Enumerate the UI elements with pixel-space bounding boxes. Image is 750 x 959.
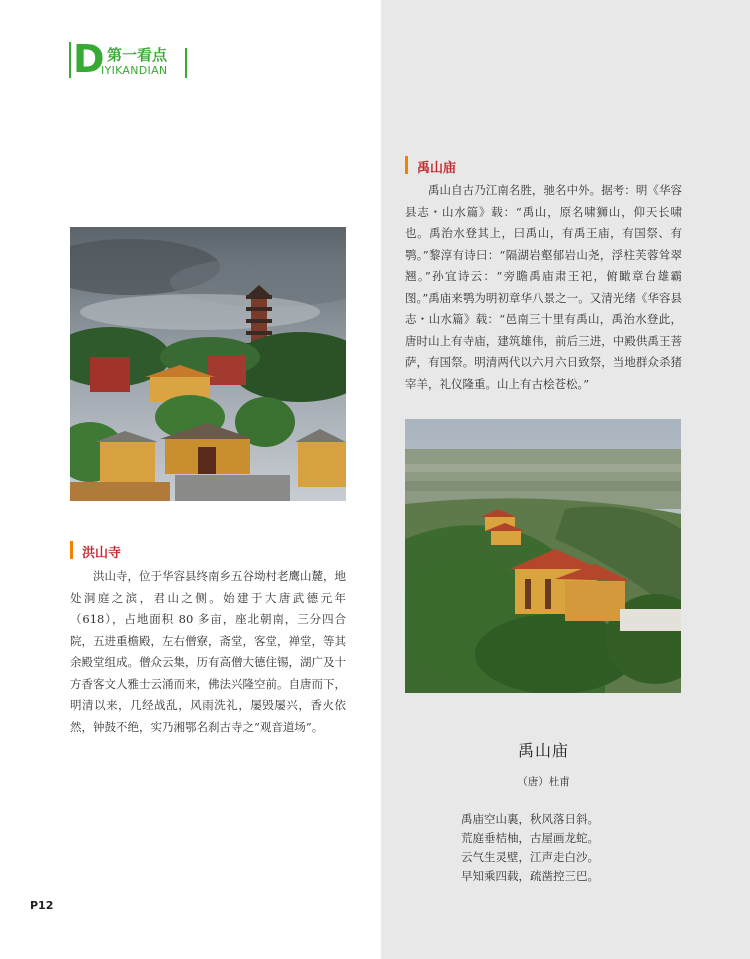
yushan-temple-aerial-photo — [405, 419, 681, 693]
poem-body — [461, 810, 599, 886]
poem-line: 早知乘四载，疏凿控三巴。 — [461, 869, 599, 883]
poem-line: 云气生灵壁，江声走白沙。 — [461, 850, 599, 864]
page-number: P12 — [30, 899, 54, 912]
hongshan-body-text: 洪山寺，位于华容县终南乡五谷坳村老鹰山麓，地处洞庭之滨，君山之侧。始建于大唐武德元年（618），占地面积 80 多亩，座北朝南，三分四合院，五进重檐殿，左右僧寮，斋堂，客堂，禅堂，等其余殿堂组成。僧众云集，历有高僧大德住锡，湖广及十方香客文人雅士云涌而来，佛法兴隆空前。自唐而下，明清以来，几经战乱，风雨洗礼，屡毁屡兴，香火依然，钟鼓不绝，实乃湘鄂名刹古寺之“观音道场”。 — [70, 569, 346, 734]
heading-accent-bar — [405, 156, 408, 174]
poem-author: （唐）杜甫 — [517, 776, 570, 788]
heading-accent-bar — [70, 541, 73, 559]
logo-divider-left — [69, 42, 71, 78]
poem-title: 禹山庙 — [517, 741, 569, 760]
logo-letter: D — [73, 37, 105, 81]
section-title: 禹山庙 — [417, 161, 457, 176]
logo-title-cn: 第一看点 — [107, 46, 168, 64]
hongshan-temple-photo — [70, 227, 346, 501]
poem-line: 禹庙空山裏，秋风落日斜。 — [461, 812, 599, 826]
logo-title-en: IYIKANDIAN — [101, 64, 168, 77]
logo-divider-right — [185, 48, 187, 78]
section-title: 洪山寺 — [82, 546, 122, 561]
yushan-body-text: 禹山自古乃江南名胜，驰名中外。据考：明《华容县志・山水篇》载：“禹山，原名啸狮山，仰天长啸也。禹治水登其上，曰禹山，有禹王庙，有国祭、有鹗。”黎淳有诗曰：“隔湖岩壑郁岩山尧，浮柱芙蓉耸翠翘。”孙宜诗云：“旁瞻禹庙肃王祀，俯瞰章台雄霸图。”禹庙来鹗为明初章华八景之一。又清光绪《华容县志・山水篇》载：“邑南三十里有禹山，禹治水登此，唐时山上有寺庙，建筑雄伟，前后三进，中殿供禹王菩萨，有国祭。明清两代以六月六日致祭，当地群众杀猪宰羊，礼仪隆重。山上有古桧苍松。” — [405, 183, 682, 391]
poem-line: 荒庭垂桔柚，古屋画龙蛇。 — [461, 831, 599, 845]
